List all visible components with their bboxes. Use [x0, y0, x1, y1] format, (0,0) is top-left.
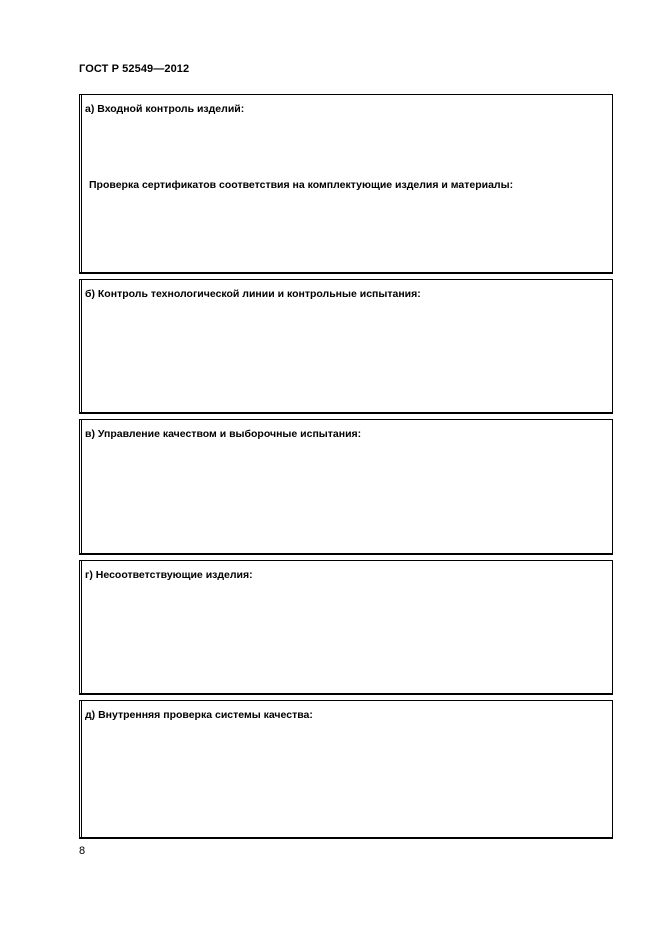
document-code: ГОСТ Р 52549—2012 — [79, 63, 190, 75]
section-b-title: б) Контроль технологической линии и контрольные испытания: — [85, 288, 421, 300]
section-d-nonconforming-products — [79, 560, 613, 695]
section-e-internal-audit — [79, 700, 613, 839]
section-a-incoming-inspection — [79, 94, 613, 274]
section-a-subtitle: Проверка сертификатов соответствия на комплектующие изделия и материалы: — [89, 179, 514, 191]
section-b-process-control — [79, 279, 613, 414]
section-d-title: г) Несоответствующие изделия: — [85, 569, 253, 581]
section-c-title: в) Управление качеством и выборочные испытания: — [85, 428, 362, 440]
section-a-title: а) Входной контроль изделий: — [85, 103, 245, 115]
section-e-title: д) Внутренняя проверка системы качества: — [85, 709, 313, 721]
section-c-quality-management — [79, 419, 613, 555]
page-number: 8 — [79, 845, 86, 857]
